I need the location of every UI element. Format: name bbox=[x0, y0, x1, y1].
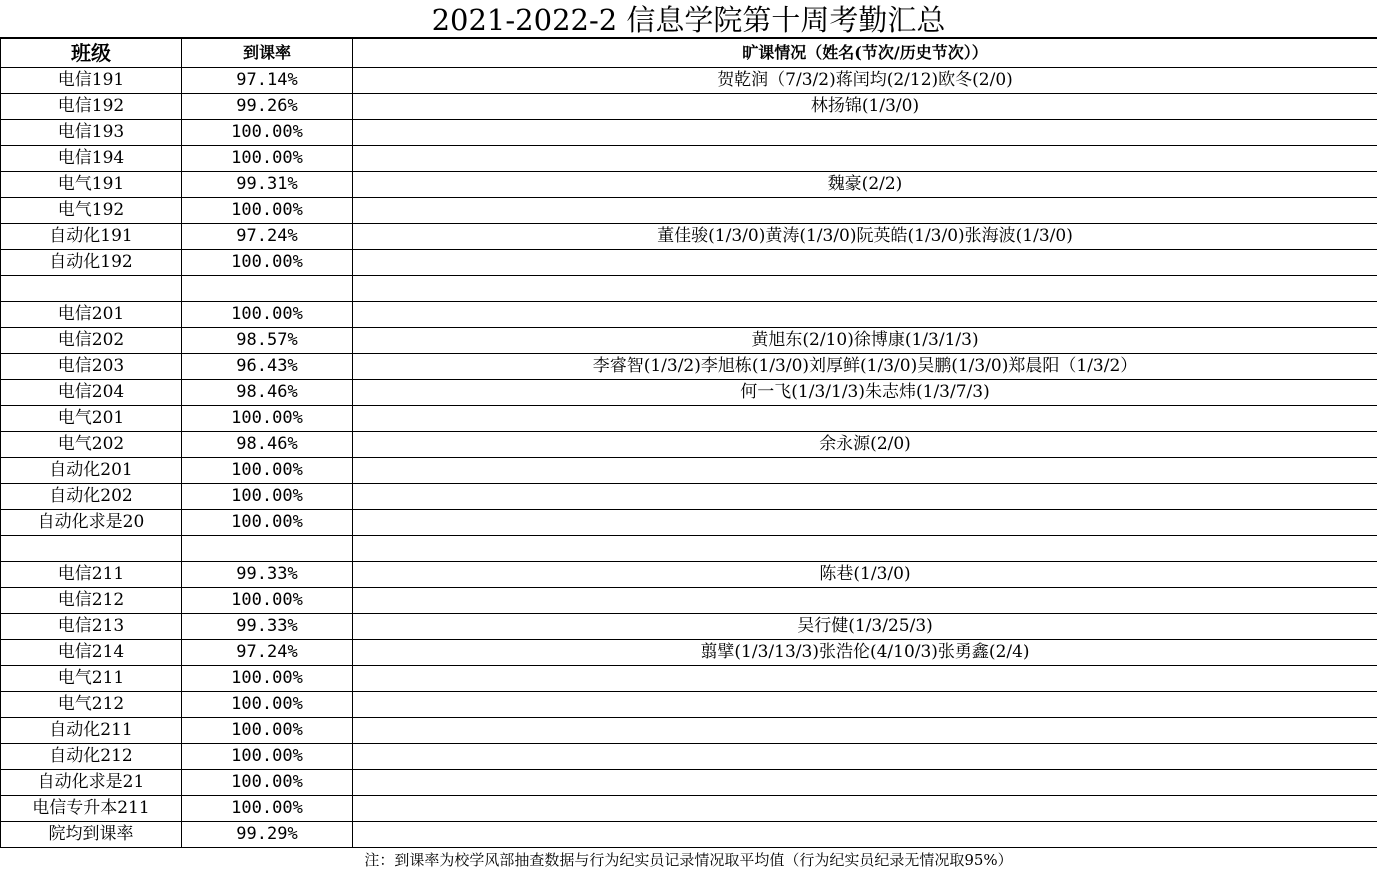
cell-rate: 97.24% bbox=[182, 224, 353, 250]
table-row bbox=[1, 458, 1377, 484]
header-row bbox=[1, 39, 1377, 68]
header-class: 班级 bbox=[1, 39, 182, 68]
cell-class: 电信194 bbox=[1, 146, 182, 172]
cell-rate: 100.00% bbox=[182, 666, 353, 692]
cell-rate: 100.00% bbox=[182, 692, 353, 718]
cell-class: 电信212 bbox=[1, 588, 182, 614]
cell-absence bbox=[353, 302, 1377, 328]
cell-class: 电信202 bbox=[1, 328, 182, 354]
cell-absence bbox=[353, 796, 1377, 822]
table-row bbox=[1, 68, 1377, 94]
sheet-title: 2021-2022-2 信息学院第十周考勤汇总 bbox=[0, 0, 1377, 38]
cell-absence bbox=[353, 458, 1377, 484]
cell-rate: 99.26% bbox=[182, 94, 353, 120]
cell-absence: 翦擘(1/3/13/3)张浩伦(4/10/3)张勇鑫(2/4) bbox=[353, 640, 1377, 666]
cell-rate: 100.00% bbox=[182, 484, 353, 510]
table-row bbox=[1, 510, 1377, 536]
cell-class: 电信203 bbox=[1, 354, 182, 380]
table-row bbox=[1, 146, 1377, 172]
cell-class: 自动化211 bbox=[1, 718, 182, 744]
cell-class: 自动化212 bbox=[1, 744, 182, 770]
table-row bbox=[1, 484, 1377, 510]
cell-rate: 100.00% bbox=[182, 718, 353, 744]
cell-class: 电气201 bbox=[1, 406, 182, 432]
table-row bbox=[1, 172, 1377, 198]
table-row bbox=[1, 796, 1377, 822]
cell-rate: 100.00% bbox=[182, 770, 353, 796]
cell-absence bbox=[353, 536, 1377, 562]
cell-absence: 李睿智(1/3/2)李旭栋(1/3/0)刘厚鲜(1/3/0)吴鹏(1/3/0)郑晨阳（1/3/2） bbox=[353, 354, 1377, 380]
cell-rate bbox=[182, 536, 353, 562]
cell-absence bbox=[353, 744, 1377, 770]
cell-class: 电气212 bbox=[1, 692, 182, 718]
cell-absence bbox=[353, 276, 1377, 302]
cell-absence bbox=[353, 510, 1377, 536]
cell-absence bbox=[353, 692, 1377, 718]
table-row bbox=[1, 328, 1377, 354]
footnote: 注：到课率为校学风部抽查数据与行为纪实员记录情况取平均值（行为纪实员纪录无情况取95%） bbox=[0, 847, 1377, 871]
cell-class: 电信213 bbox=[1, 614, 182, 640]
cell-rate: 97.14% bbox=[182, 68, 353, 94]
average-label: 院均到课率 bbox=[1, 822, 182, 848]
cell-class bbox=[1, 536, 182, 562]
cell-absence bbox=[353, 198, 1377, 224]
cell-rate bbox=[182, 276, 353, 302]
table-row bbox=[1, 692, 1377, 718]
cell-rate: 99.33% bbox=[182, 562, 353, 588]
table-row bbox=[1, 666, 1377, 692]
cell-class: 电信211 bbox=[1, 562, 182, 588]
cell-class: 自动化求是21 bbox=[1, 770, 182, 796]
cell-class: 电气202 bbox=[1, 432, 182, 458]
cell-class: 电气191 bbox=[1, 172, 182, 198]
cell-rate: 100.00% bbox=[182, 510, 353, 536]
cell-rate: 100.00% bbox=[182, 302, 353, 328]
cell-absence bbox=[353, 588, 1377, 614]
cell-class: 电信191 bbox=[1, 68, 182, 94]
table-row bbox=[1, 354, 1377, 380]
cell-class: 电信192 bbox=[1, 94, 182, 120]
cell-absence: 余永源(2/0) bbox=[353, 432, 1377, 458]
cell-class: 自动化201 bbox=[1, 458, 182, 484]
cell-absence: 黄旭东(2/10)徐博康(1/3/1/3) bbox=[353, 328, 1377, 354]
table-row bbox=[1, 198, 1377, 224]
table-row bbox=[1, 380, 1377, 406]
cell-absence bbox=[353, 770, 1377, 796]
cell-rate: 100.00% bbox=[182, 406, 353, 432]
cell-rate: 100.00% bbox=[182, 198, 353, 224]
table-row bbox=[1, 562, 1377, 588]
cell-absence bbox=[353, 146, 1377, 172]
cell-absence bbox=[353, 406, 1377, 432]
table-body bbox=[1, 68, 1377, 822]
table-row bbox=[1, 718, 1377, 744]
cell-rate: 96.43% bbox=[182, 354, 353, 380]
average-rate: 99.29% bbox=[182, 822, 353, 848]
cell-rate: 98.46% bbox=[182, 432, 353, 458]
cell-absence: 董佳骏(1/3/0)黄涛(1/3/0)阮英皓(1/3/0)张海波(1/3/0) bbox=[353, 224, 1377, 250]
cell-rate: 100.00% bbox=[182, 796, 353, 822]
cell-class: 电信214 bbox=[1, 640, 182, 666]
table-row bbox=[1, 94, 1377, 120]
table-row bbox=[1, 250, 1377, 276]
cell-class: 电信专升本211 bbox=[1, 796, 182, 822]
cell-class: 电信193 bbox=[1, 120, 182, 146]
cell-class: 电信204 bbox=[1, 380, 182, 406]
cell-absence: 魏豪(2/2) bbox=[353, 172, 1377, 198]
table-row bbox=[1, 536, 1377, 562]
table-row bbox=[1, 406, 1377, 432]
cell-absence: 陈巷(1/3/0) bbox=[353, 562, 1377, 588]
cell-rate: 98.57% bbox=[182, 328, 353, 354]
table-row bbox=[1, 770, 1377, 796]
header-absence: 旷课情况（姓名(节次/历史节次）） bbox=[353, 39, 1377, 68]
table-row bbox=[1, 588, 1377, 614]
cell-class: 电信201 bbox=[1, 302, 182, 328]
header-rate: 到课率 bbox=[182, 39, 353, 68]
cell-rate: 100.00% bbox=[182, 588, 353, 614]
cell-absence: 林扬锦(1/3/0) bbox=[353, 94, 1377, 120]
cell-absence: 贺乾润（7/3/2)蒋闰均(2/12)欧冬(2/0) bbox=[353, 68, 1377, 94]
cell-rate: 100.00% bbox=[182, 744, 353, 770]
cell-absence bbox=[353, 718, 1377, 744]
cell-class: 自动化191 bbox=[1, 224, 182, 250]
cell-absence bbox=[353, 666, 1377, 692]
cell-class: 自动化求是20 bbox=[1, 510, 182, 536]
cell-class bbox=[1, 276, 182, 302]
cell-rate: 97.24% bbox=[182, 640, 353, 666]
table-row bbox=[1, 120, 1377, 146]
cell-class: 自动化192 bbox=[1, 250, 182, 276]
cell-rate: 99.31% bbox=[182, 172, 353, 198]
cell-absence: 吴行健(1/3/25/3) bbox=[353, 614, 1377, 640]
table-row bbox=[1, 224, 1377, 250]
cell-absence: 何一飞(1/3/1/3)朱志炜(1/3/7/3) bbox=[353, 380, 1377, 406]
cell-class: 自动化202 bbox=[1, 484, 182, 510]
cell-class: 电气192 bbox=[1, 198, 182, 224]
table-row bbox=[1, 744, 1377, 770]
cell-rate: 100.00% bbox=[182, 120, 353, 146]
table-row bbox=[1, 432, 1377, 458]
cell-rate: 98.46% bbox=[182, 380, 353, 406]
average-absence bbox=[353, 822, 1377, 848]
cell-absence bbox=[353, 484, 1377, 510]
average-row bbox=[1, 822, 1377, 848]
table-row bbox=[1, 614, 1377, 640]
cell-absence bbox=[353, 120, 1377, 146]
cell-class: 电气211 bbox=[1, 666, 182, 692]
cell-rate: 100.00% bbox=[182, 458, 353, 484]
cell-absence bbox=[353, 250, 1377, 276]
table-row bbox=[1, 640, 1377, 666]
cell-rate: 100.00% bbox=[182, 250, 353, 276]
attendance-table bbox=[0, 38, 1377, 848]
table-row bbox=[1, 302, 1377, 328]
cell-rate: 99.33% bbox=[182, 614, 353, 640]
cell-rate: 100.00% bbox=[182, 146, 353, 172]
table-row bbox=[1, 276, 1377, 302]
